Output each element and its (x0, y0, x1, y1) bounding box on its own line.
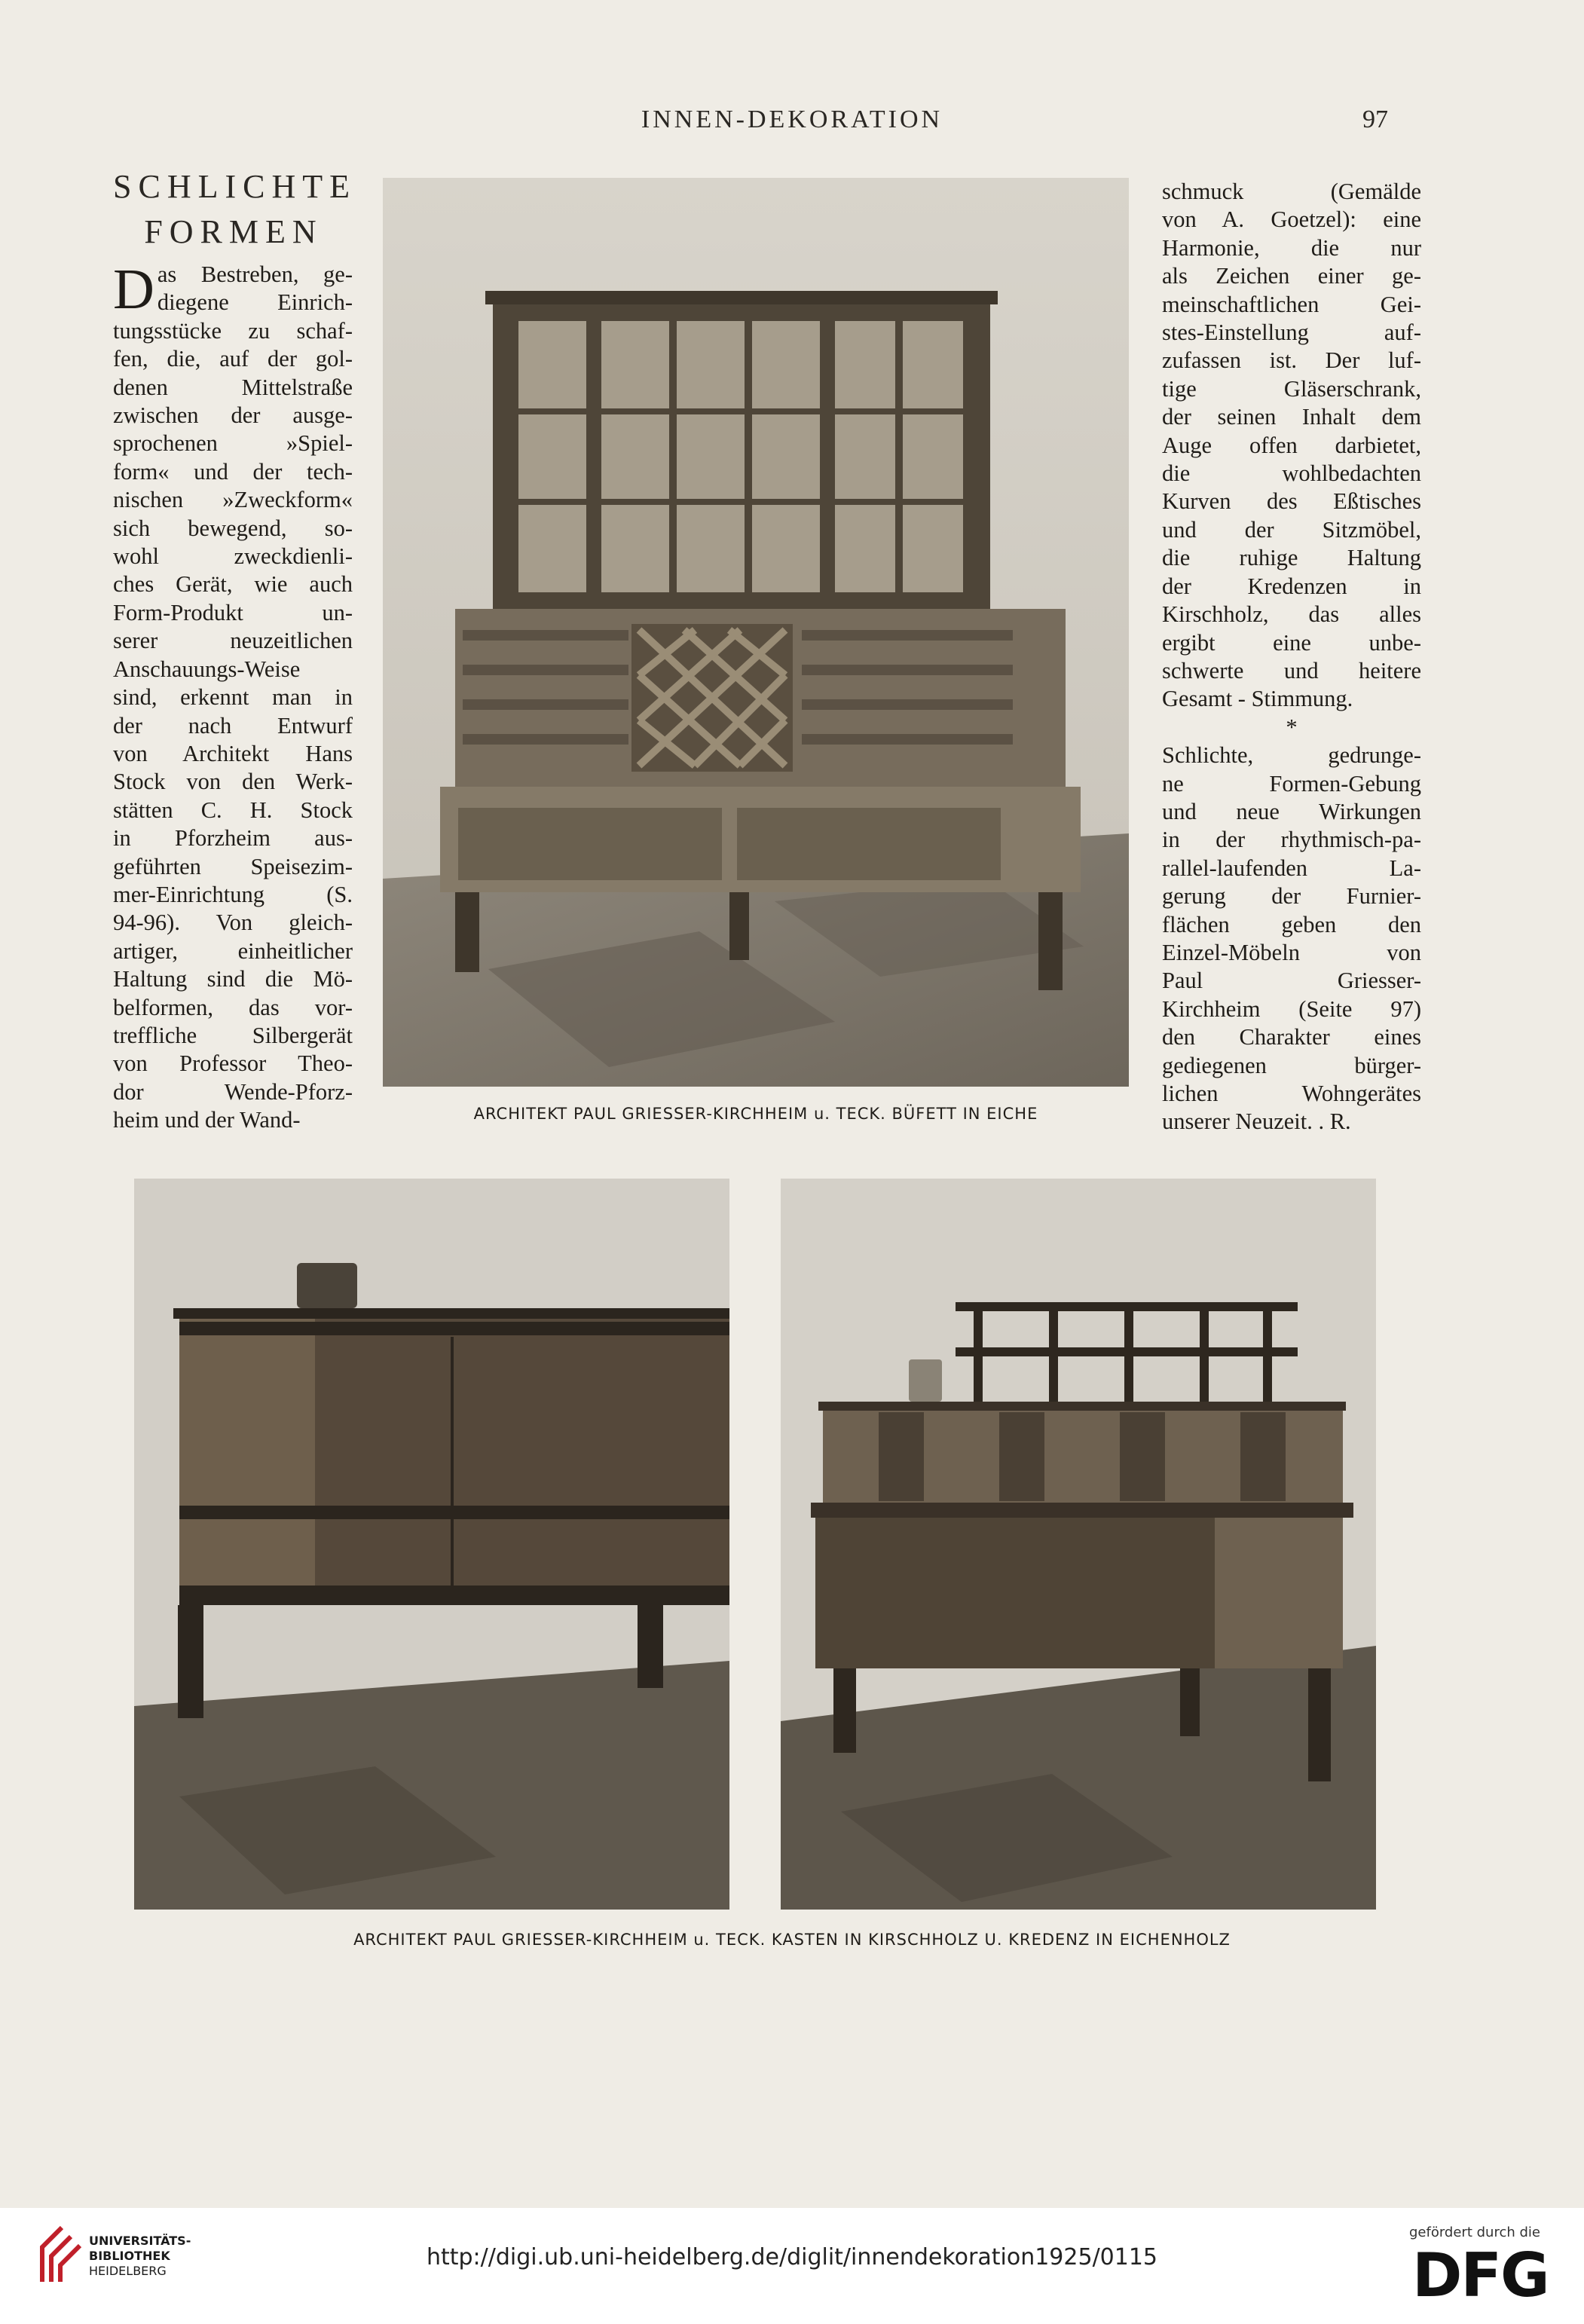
text-line: sprochenen »Spiel- (113, 430, 353, 457)
cabinet-photo (134, 1179, 729, 1910)
drop-cap: D (113, 258, 154, 321)
right-text-column (1162, 178, 1421, 1136)
text-line: gerung der Furnier- (1162, 883, 1421, 910)
text-line: Haltung sind die Mö- (113, 966, 353, 992)
text-line: in Pforzheim aus- (113, 825, 353, 852)
text-line: nischen »Zweckform« (113, 487, 353, 513)
text-line: die ruhige Haltung (1162, 545, 1421, 571)
text-line: Kurven des Eßtisches (1162, 488, 1421, 515)
text-line: meinschaftlichen Gei- (1162, 291, 1421, 317)
text-line: sich bewegend, so- (113, 515, 353, 541)
text-line: serer neuzeitlichen (113, 628, 353, 654)
text-line: Paul Griesser- (1162, 968, 1421, 994)
text-line: as Bestreben, ge- (157, 261, 353, 287)
text-line: tungsstücke zu schaf- (113, 317, 353, 344)
text-line: stes-Einstellung auf- (1162, 320, 1421, 346)
text-line: wohl zweckdienli- (113, 543, 353, 570)
text-line: treffliche Silbergerät (113, 1022, 353, 1048)
article-heading-line2: FORMEN (144, 213, 323, 250)
text-line: zwischen der ausge- (113, 402, 353, 429)
text-line: und neue Wirkungen (1162, 798, 1421, 824)
text-line: Stock von den Werk- (113, 769, 353, 795)
text-line: belformen, das vor- (113, 994, 353, 1020)
text-line: dor Wende-Pforz- (113, 1078, 353, 1105)
text-line: Kirschholz, das alles (1162, 601, 1421, 628)
text-line: flächen geben den (1162, 911, 1421, 937)
text-line: und der Sitzmöbel, (1162, 516, 1421, 543)
text-line: heim und der Wand- (113, 1107, 301, 1133)
text-line: geführten Speisezim- (113, 853, 353, 879)
text-line: ne Formen-Gebung (1162, 770, 1421, 797)
text-line: lichen Wohngerätes (1162, 1081, 1421, 1106)
text-line: von Professor Theo- (113, 1050, 353, 1077)
text-line: Form-Produkt un- (113, 599, 353, 625)
text-line: gediegenen bürger- (1162, 1052, 1421, 1078)
text-line: der nach Entwurf (113, 712, 353, 738)
text-line: die wohlbedachten (1162, 460, 1421, 487)
text-line: Anschauungs-Weise (113, 656, 301, 682)
text-line: der Kredenzen in (1162, 573, 1421, 599)
sideboard-photo (781, 1179, 1376, 1910)
text-line: ches Gerät, wie auch (113, 571, 353, 598)
text-line: Einzel-Möbeln von (1162, 939, 1421, 965)
text-line: Gesamt - Stimmung. (1162, 686, 1353, 712)
caption-cabinet-sideboard: ARCHITEKT PAUL GRIESSER-KIRCHHEIM u. TECK. KASTEN IN KIRSCHHOLZ U. KREDENZ IN EICHENHOLZ (353, 1931, 1231, 1949)
text-line: sind, erkennt man in (113, 684, 353, 711)
text-line: als Zeichen einer ge- (1162, 263, 1421, 289)
article-heading-line1: SCHLICHTE (113, 168, 356, 205)
text-line: den Charakter eines (1162, 1024, 1421, 1050)
left-text-column (113, 258, 353, 1135)
running-header: INNEN-DEKORATION (641, 105, 943, 133)
text-line: ergibt eine unbe- (1162, 629, 1421, 656)
text-line: Harmonie, die nur (1162, 234, 1421, 261)
text-line: artiger, einheitlicher (113, 937, 353, 964)
dfg-logo: DFG (1412, 2240, 1549, 2310)
text-line: der seinen Inhalt dem (1162, 404, 1421, 430)
text-line: schmuck (Gemälde (1162, 179, 1421, 204)
text-line: denen Mittelstraße (113, 374, 353, 400)
text-line: diegene Einrich- (157, 289, 353, 316)
text-line: fen, die, auf der gol- (113, 346, 353, 372)
text-line: rallel-laufenden La- (1162, 855, 1421, 881)
text-line: von A. Goetzel): eine (1162, 206, 1421, 233)
text-line: Auge offen darbietet, (1162, 432, 1421, 458)
text-line: tige Gläserschrank, (1162, 375, 1421, 402)
text-line: Kirchheim (Seite 97) (1162, 995, 1421, 1022)
page-number: 97 (1362, 105, 1388, 133)
source-url-link[interactable]: http://digi.ub.uni-heidelberg.de/diglit/innendekoration1925/0115 (426, 2244, 1158, 2270)
text-line: mer-Einrichtung (S. (113, 881, 353, 907)
text-line: Schlichte, gedrunge- (1162, 742, 1421, 769)
text-line: unserer Neuzeit. . R. (1162, 1108, 1351, 1135)
text-line: stätten C. H. Stock (113, 797, 353, 823)
text-line: in der rhythmisch-pa- (1162, 827, 1421, 853)
funded-by-label: gefördert durch die (1409, 2225, 1540, 2240)
caption-buffet: ARCHITEKT PAUL GRIESSER-KIRCHHEIM u. TECK. BÜFETT IN EICHE (473, 1105, 1038, 1123)
text-line: von Architekt Hans (113, 740, 353, 766)
text-line: zufassen ist. Der luf- (1162, 347, 1421, 374)
text-line: form« und der tech- (113, 458, 353, 485)
text-line: schwerte und heitere (1162, 657, 1421, 683)
text-line: 94-96). Von gleich- (113, 910, 353, 936)
section-separator: * (1286, 714, 1298, 740)
university-library-name: UNIVERSITÄTS- BIBLIOTHEK HEIDELBERG (89, 2234, 191, 2278)
buffet-photo (383, 178, 1129, 1087)
